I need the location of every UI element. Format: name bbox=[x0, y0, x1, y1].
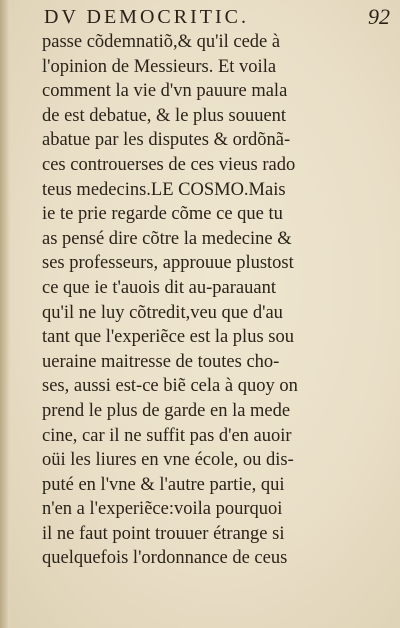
text-line: ses, aussi est-ce biẽ cela à quoy on bbox=[42, 376, 298, 397]
text-line: quelquefois l'ordonnance de ceus bbox=[42, 548, 288, 569]
text-line: ces controuerses de ces vieus rado bbox=[42, 154, 296, 175]
text-line: prend le plus de garde en la mede bbox=[42, 400, 291, 421]
text-line: passe cõdemnatiõ,& qu'il cede à bbox=[42, 32, 281, 52]
text-line: tant que l'experiẽce est la plus sou bbox=[42, 327, 294, 348]
text-line: de est debatue, & le plus souuent bbox=[42, 105, 287, 126]
page-number: 92 bbox=[368, 4, 390, 29]
text-line: as pensé dire cõtre la medecine & bbox=[42, 228, 292, 249]
text-line: il ne faut point trouuer étrange si bbox=[42, 523, 285, 544]
text-line: puté en l'vne & l'autre partie, qui bbox=[42, 474, 285, 495]
body-text bbox=[42, 30, 394, 571]
text-line: oüi les liures en vne école, ou dis- bbox=[42, 450, 294, 471]
text-line: ses professeurs, approuue plustost bbox=[42, 253, 294, 274]
text-line: teus medecins.LE COSMO.Mais bbox=[42, 179, 286, 200]
text-line: l'opinion de Messieurs. Et voila bbox=[42, 56, 277, 77]
text-line: cine, car il ne suffit pas d'en auoir bbox=[42, 425, 292, 446]
text-line: ce que ie t'auois dit au-parauant bbox=[42, 277, 276, 298]
text-line: abatue par les disputes & ordõnã- bbox=[42, 130, 291, 151]
text-line: n'en a l'experiẽce:voila pourquoi bbox=[42, 499, 283, 520]
running-head: DV DEMOCRITIC. bbox=[44, 6, 249, 28]
page-gutter-shadow bbox=[0, 0, 10, 628]
text-line: qu'il ne luy cõtredit,veu que d'au bbox=[42, 302, 283, 323]
text-line: ueraine maitresse de toutes cho- bbox=[42, 351, 280, 372]
text-line: ie te prie regarde cõme ce que tu bbox=[42, 204, 283, 225]
text-line: comment la vie d'vn pauure mala bbox=[42, 81, 288, 102]
